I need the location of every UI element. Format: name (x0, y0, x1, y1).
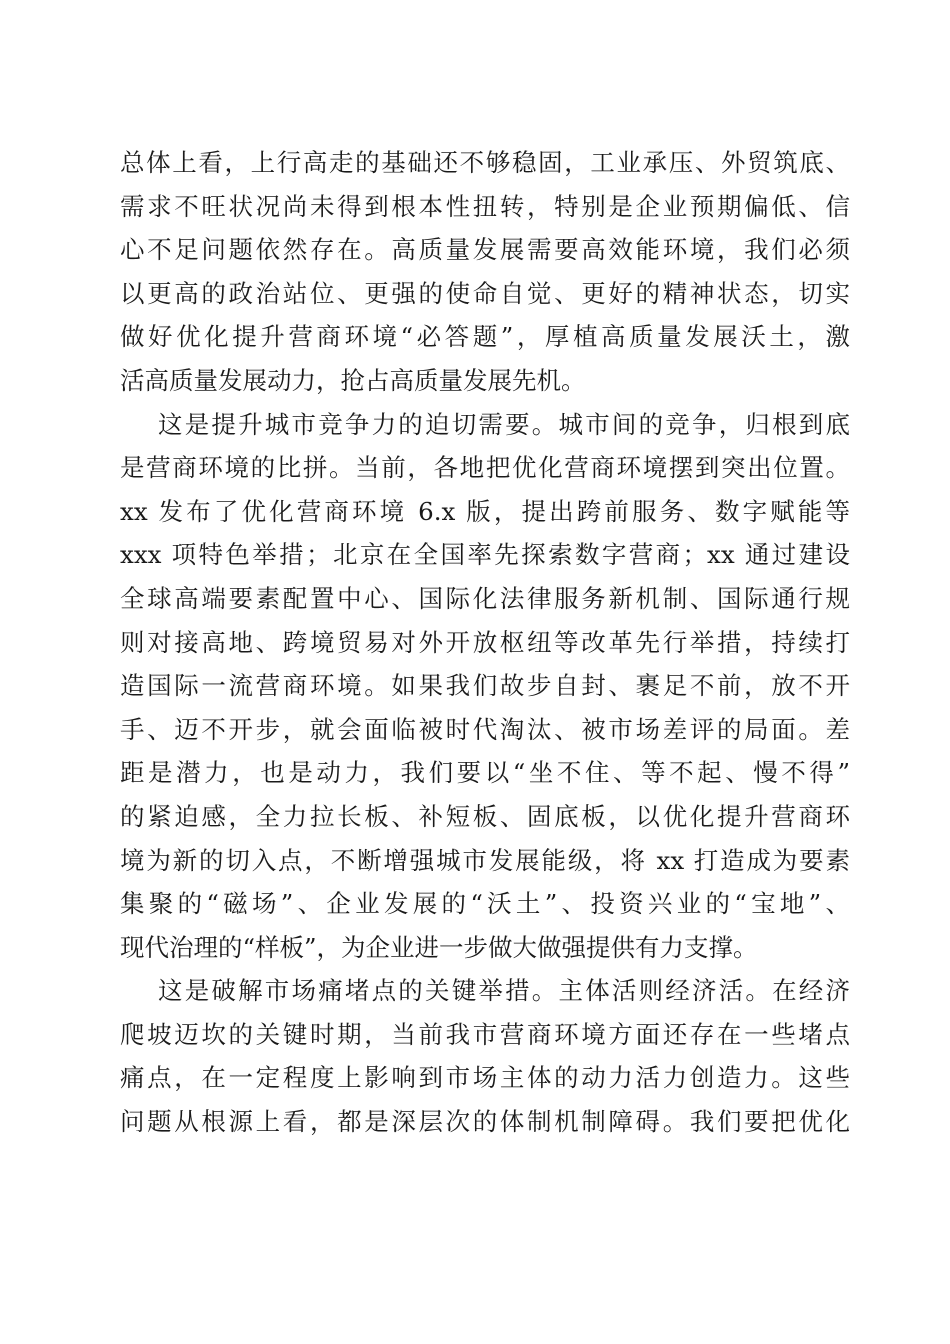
text-line: 集聚的“磁场”、企业发展的“沃土”、投资兴业的“宝地”、 (120, 889, 850, 919)
text-line: 距是潜力，也是动力，我们要以“坐不住、等不起、慢不得” (120, 758, 850, 788)
text-line: 总体上看，上行高走的基础还不够稳固，工业承压、外贸筑底、 (120, 148, 850, 177)
text-line: 全球高端要素配置中心、国际化法律服务新机制、国际通行规 (120, 583, 850, 613)
text-line: 是营商环境的比拼。当前，各地把优化营商环境摆到突出位置。 (120, 453, 850, 483)
text-line: xxx 项特色举措；北京在全国率先探索数字营商；xx 通过建设 (120, 540, 850, 570)
paragraph-start-line: 这是提升城市竞争力的迫切需要。城市间的竞争，归根到底 (158, 409, 850, 439)
text-line: xx 发布了优化营商环境 6.x 版，提出跨前服务、数字赋能等 (120, 496, 850, 526)
text-line: 则对接高地、跨境贸易对外开放枢纽等改革先行举措，持续打 (120, 627, 850, 657)
text-line: 造国际一流营商环境。如果我们故步自封、裹足不前，放不开 (120, 671, 850, 701)
text-line: 痛点，在一定程度上影响到市场主体的动力活力创造力。这些 (120, 1063, 850, 1093)
text-line: 现代治理的“样板”，为企业进一步做大做强提供有力支撑。 (120, 932, 758, 962)
text-line: 爬坡迈坎的关键时期，当前我市营商环境方面还存在一些堵点 (120, 1019, 850, 1049)
text-line: 手、迈不开步，就会面临被时代淘汰、被市场差评的局面。差 (120, 714, 850, 744)
text-line: 活高质量发展动力，抢占高质量发展先机。 (120, 365, 586, 395)
text-line: 境为新的切入点，不断增强城市发展能级，将 xx 打造成为要素 (120, 845, 850, 875)
body-text (120, 141, 850, 1144)
text-line: 问题从根源上看，都是深层次的体制机制障碍。我们要把优化 (120, 1107, 850, 1137)
paragraph-start-line: 这是破解市场痛堵点的关键举措。主体活则经济活。在经济 (158, 976, 850, 1006)
text-line: 以更高的政治站位、更强的使命自觉、更好的精神状态，切实 (120, 278, 850, 308)
text-line: 做好优化提升营商环境“必答题”，厚植高质量发展沃土，激 (120, 322, 850, 352)
text-line: 的紧迫感，全力拉长板、补短板、固底板，以优化提升营商环 (120, 801, 850, 831)
text-line: 心不足问题依然存在。高质量发展需要高效能环境，我们必须 (120, 235, 850, 265)
text-line: 需求不旺状况尚未得到根本性扭转，特别是企业预期偏低、信 (120, 191, 850, 221)
